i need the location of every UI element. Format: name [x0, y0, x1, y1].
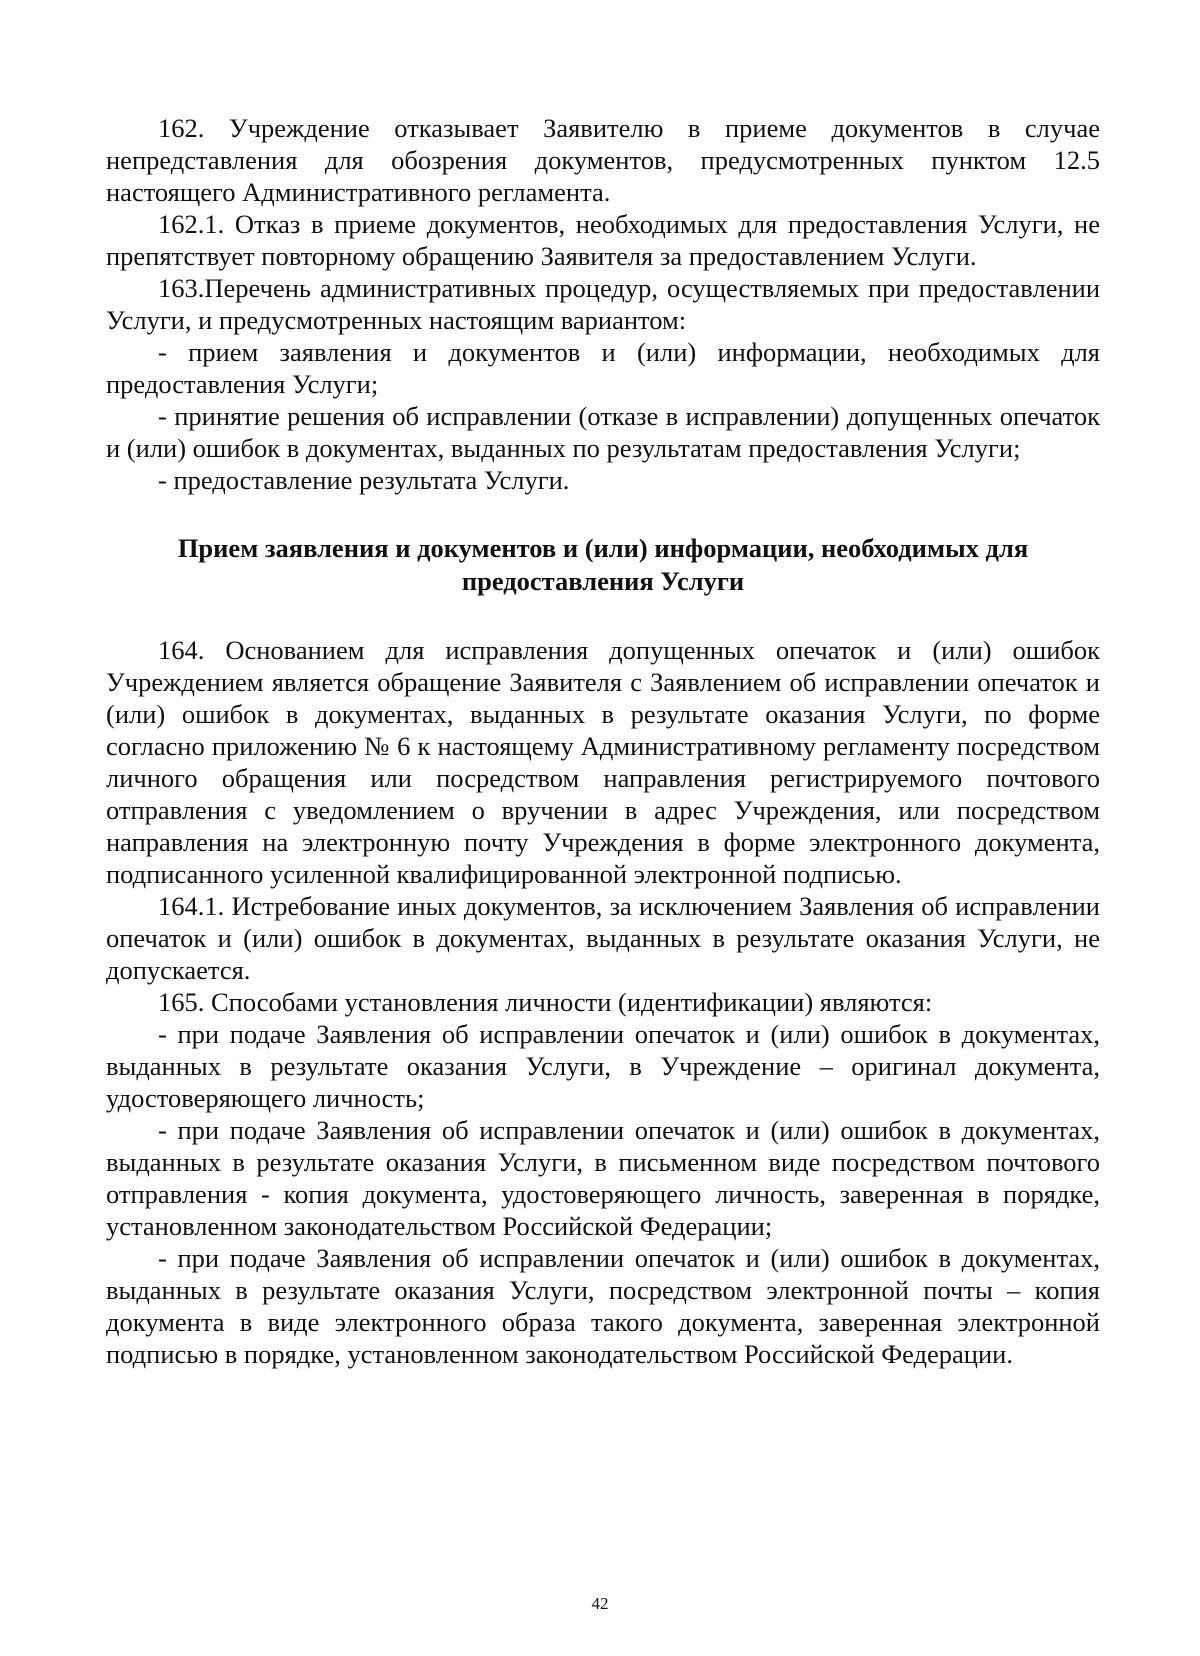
list-item-identification-1: - при подаче Заявления об исправлении опечаток и (или) ошибок в документах, выданных в результате оказания Услуги, в Учреждение – оригинал документа, удостоверяющего личность;	[106, 1019, 1100, 1113]
section-heading: Прием заявления и документов и (или) информации, необходимых для предоставления Услуги	[177, 533, 1029, 596]
paragraph-163: 163.Перечень административных процедур, осуществляемых при предоставлении Услуги, и предусмотренных настоящим вариантом:	[106, 273, 1100, 335]
list-item-procedure-3: - предоставление результата Услуги.	[158, 465, 570, 495]
document-page	[106, 112, 1100, 1370]
paragraph-162: 162. Учреждение отказывает Заявителю в приеме документов в случае непредставления для обозрения документов, предусмотренных пунктом 12.5 настоящего Административного регламента.	[106, 113, 1100, 207]
paragraph-165: 165. Способами установления личности (идентификации) являются:	[158, 987, 933, 1017]
list-item-identification-2: - при подаче Заявления об исправлении опечаток и (или) ошибок в документах, выданных в результате оказания Услуги, в письменном виде посредством почтового отправления - копия документа, удостоверяющего личность, заверенная в порядке, установленном законодательством Российской Федерации;	[106, 1115, 1100, 1241]
page-number: 42	[591, 1594, 609, 1613]
list-item-identification-3: - при подаче Заявления об исправлении опечаток и (или) ошибок в документах, выданных в результате оказания Услуги, посредством электронной почты – копия документа в виде электронного образа такого документа, заверенная электронной подписью в порядке, установленном законодательством Российской Федерации.	[106, 1243, 1100, 1369]
list-item-procedure-2: - принятие решения об исправлении (отказе в исправлении) допущенных опечаток и (или) ошибок в документах, выданных по результатам предоставления Услуги;	[106, 401, 1100, 463]
paragraph-162-1: 162.1. Отказ в приеме документов, необходимых для предоставления Услуги, не препятствует повторному обращению Заявителя за предоставлением Услуги.	[106, 209, 1100, 271]
paragraph-164: 164. Основанием для исправления допущенных опечаток и (или) ошибок Учреждением является обращение Заявителя с Заявлением об исправлении опечаток и (или) ошибок в документах, выданных в результате оказания Услуги, по форме согласно приложению № 6 к настоящему Административному регламенту посредством личного обращения или посредством направления регистрируемого почтового отправления с уведомлением о вручении в адрес Учреждения, или посредством направления на электронную почту Учреждения в форме электронного документа, подписанного усиленной квалифицированной электронной подписью.	[106, 635, 1100, 889]
list-item-procedure-1: - прием заявления и документов и (или) информации, необходимых для предоставления Услуги;	[106, 337, 1100, 399]
paragraph-164-1: 164.1. Истребование иных документов, за исключением Заявления об исправлении опечаток и (или) ошибок в документах, выданных в результате оказания Услуги, не допускается.	[106, 891, 1100, 985]
